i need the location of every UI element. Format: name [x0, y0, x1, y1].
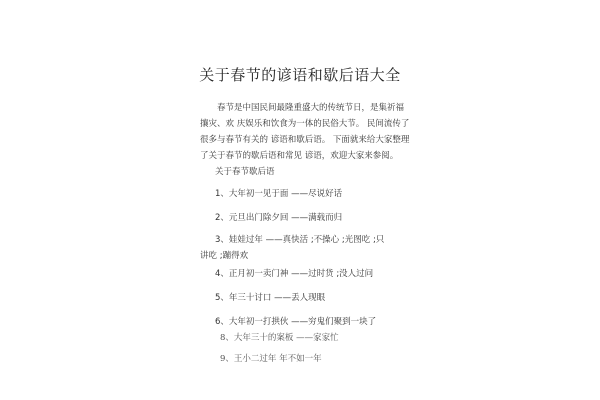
- list-item-9: 9、王小二过年 年不如一年: [220, 354, 322, 364]
- list-item-6: 6、大年初一打拱伙 ——穷鬼们聚到一块了: [215, 317, 377, 327]
- list-item-3: 3、娃娃过年 ——真快活 ;不操心 ;光图吃 ;只讲吃 ;蹦得欢: [200, 235, 385, 261]
- intro-paragraph: [200, 100, 410, 164]
- section-heading: 关于春节歇后语: [215, 167, 275, 177]
- list-item-8: 8、大年三十的案板 ——家家忙: [220, 333, 339, 343]
- list-item-1: 1、大年初一见于面 ——尽说好话: [215, 189, 343, 199]
- list-item-5: 5、年三十讨口 ——丢人现眼: [215, 293, 326, 303]
- intro-text: 春节是中国民间最隆重盛大的传统节日，是集祈福攘灾、欢 庆娱乐和饮食为一体的民俗大节。 民间流传了很多与春节有关的 谚语和歇后语。 下面就来给大家整理了关于春节的歇后语和常见 谚语，欢迎大家来参阅。: [200, 103, 410, 161]
- list-item-2: 2、元旦出门除夕回 ——满载而归: [215, 213, 343, 223]
- document-title: 关于春节的谚语和歇后语大全: [199, 66, 401, 84]
- list-item-4: 4、正月初一卖门神 ——过时货 ;没人过问: [215, 269, 374, 279]
